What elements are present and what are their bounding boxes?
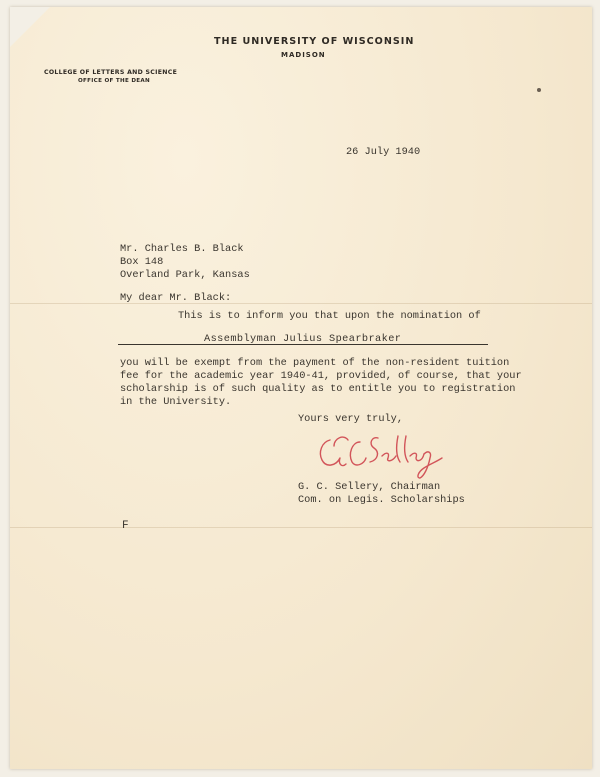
letter-date: 26 July 1940	[346, 146, 421, 158]
body-line: you will be exempt from the payment of the non-resident tuition	[120, 357, 510, 369]
salutation: My dear Mr. Black:	[120, 292, 232, 304]
signer-name: G. C. Sellery, Chairman	[298, 481, 441, 493]
nominee-name: Assemblyman Julius Spearbraker	[204, 333, 402, 345]
recipient-name: Mr. Charles B. Black	[120, 243, 244, 255]
intro-line: This is to inform you that upon the nomination of	[178, 310, 481, 322]
paper-fold	[10, 527, 592, 528]
paper-speck	[537, 88, 541, 92]
torn-corner	[10, 7, 58, 47]
office-name: OFFICE OF THE DEAN	[78, 78, 151, 84]
university-city: MADISON	[281, 51, 326, 59]
typist-initial: F	[122, 520, 129, 532]
nominee-underline	[118, 344, 488, 345]
closing: Yours very truly,	[298, 413, 404, 425]
handwritten-signature	[312, 428, 452, 480]
letter-body	[120, 357, 522, 409]
signer-committee: Com. on Legis. Scholarships	[298, 494, 465, 506]
recipient-city: Overland Park, Kansas	[120, 269, 250, 281]
body-line: in the University.	[120, 396, 232, 408]
college-name: COLLEGE OF LETTERS AND SCIENCE	[44, 69, 178, 76]
university-name: THE UNIVERSITY OF WISCONSIN	[214, 36, 415, 47]
paper-fold	[10, 303, 592, 304]
body-line: fee for the academic year 1940-41, provided, of course, that your	[120, 370, 522, 382]
body-line: scholarship is of such quality as to entitle you to registration	[120, 383, 516, 395]
recipient-box: Box 148	[120, 256, 164, 268]
